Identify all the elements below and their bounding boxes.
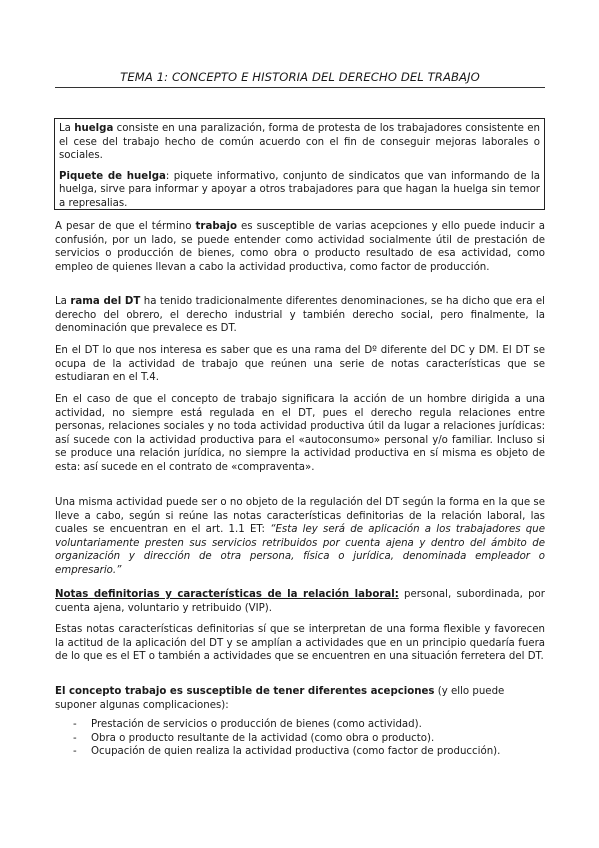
list-item-text: Ocupación de quien realiza la actividad productiva (como factor de producción).	[91, 746, 501, 758]
huelga-term: huelga	[74, 123, 114, 134]
paragraph-interpretacion: Estas notas características definitorias sí que se interpretan de una forma flexible y favorecen la actitud de la aplicación del DT y se amplían a actividades que en un principio quedaría fuera de lo que es el ET o también a actividades que se encuentren en una situación ferretera del DT.	[55, 624, 545, 663]
paragraph-trabajo-pre: A pesar de que el término	[55, 221, 196, 232]
paragraph-regulacion-text: Una misma actividad puede ser o no objeto de la regulación del DT según la forma en la que se lleve a cabo, según si reúne las notas características definitorias de la relación laboral, las cuales se encuentran en el art. 1.1 ET:	[55, 497, 545, 536]
paragraph-notas-text: personal, subordinada, por cuenta ajena, voluntario y retribuido (VIP).	[55, 589, 545, 614]
acepciones-heading: El concepto trabajo es susceptible de tener diferentes acepciones	[55, 686, 435, 697]
paragraph-rama-dt-text: ha tenido tradicionalmente diferentes denominaciones, se ha dicho que era el derecho del obrero, el derecho industrial y también derecho social, pero finalmente, la denominación que prevalece es DT.	[55, 296, 545, 335]
trabajo-term: trabajo	[195, 221, 237, 232]
huelga-definition-pre: La	[59, 123, 75, 134]
rama-dt-term: rama del DT	[70, 296, 141, 307]
acepciones-list	[55, 718, 545, 759]
list-item-text: Prestación de servicios o producción de bienes (como actividad).	[91, 719, 422, 730]
list-item	[55, 718, 545, 732]
paragraph-notas	[55, 588, 545, 615]
list-item	[55, 732, 545, 746]
piquete-definition	[59, 170, 540, 211]
title-underline	[55, 87, 545, 88]
document-title: TEMA 1: CONCEPTO E HISTORIA DEL DERECHO DEL TRABAJO	[120, 70, 480, 84]
huelga-definition-text: consiste en una paralización, forma de protesta de los trabajadores consistente en el cese del trabajo hecho de común acuerdo con el fin de conseguir mejoras laborales o sociales.	[59, 123, 540, 162]
paragraph-trabajo	[55, 220, 545, 274]
list-dash: -	[73, 746, 77, 758]
definitions-box	[54, 118, 545, 210]
paragraph-concepto-trabajo: En el caso de que el concepto de trabajo significara la acción de un hombre dirigida a una actividad, no siempre está regulada en el DT, pues el derecho regula relaciones entre personas, relaciones sociales y no toda actividad productiva útil da lugar a relaciones jurídicas: así sucede con la actividad productiva para el «autoconsumo» personal y/o familiar. Incluso si se produce una relación jurídica, no siempre la actividad productiva en sí misma es objeto de esta: así sucede en el contrato de «compraventa».	[55, 394, 545, 473]
paragraph-acepciones	[55, 685, 545, 712]
paragraph-dt-rama: En el DT lo que nos interesa es saber que es una rama del Dº diferente del DC y DM. El DT se ocupa de la actividad de trabajo que reúnen una serie de notas características que se estudiaran en el T.4.	[55, 345, 545, 384]
list-dash: -	[73, 719, 77, 730]
article-quote: “Esta ley será de aplicación a los trabajadores que voluntariamente presten sus servicios retribuidos por cuenta ajena y dentro del ámbito de organización y dirección de otra persona, física o jurídica, denominada empleador o empresario.”	[55, 524, 545, 576]
piquete-term: Piquete de huelga	[59, 170, 166, 182]
list-dash: -	[73, 732, 77, 744]
piquete-definition-text: : piquete informativo, conjunto de sindicatos que van informando de la huelga, sirve para informar y apoyar a otros trabajadores para que hagan la huelga sin temor a represalias.	[59, 170, 541, 209]
paragraph-trabajo-text: es susceptible de varias acepciones y ello puede inducir a confusión, por un lado, se puede entender como actividad socialmente útil de prestación de servicios o producción de bienes, como obra o producto resultado de esa actividad, como empleo de quienes llevan a cabo la actividad productiva, como factor de producción.	[55, 221, 545, 273]
paragraph-rama-dt-pre: La	[55, 296, 71, 307]
notas-heading: Notas definitorias y características de la relación laboral:	[55, 589, 399, 600]
paragraph-acepciones-text: (y ello puede suponer algunas complicaciones):	[55, 686, 505, 711]
list-item-text: Obra o producto resultante de la actividad (como obra o producto).	[91, 732, 435, 744]
list-item	[55, 745, 545, 759]
huelga-definition	[59, 122, 540, 163]
paragraph-rama-dt	[55, 295, 545, 336]
paragraph-regulacion	[55, 496, 545, 578]
